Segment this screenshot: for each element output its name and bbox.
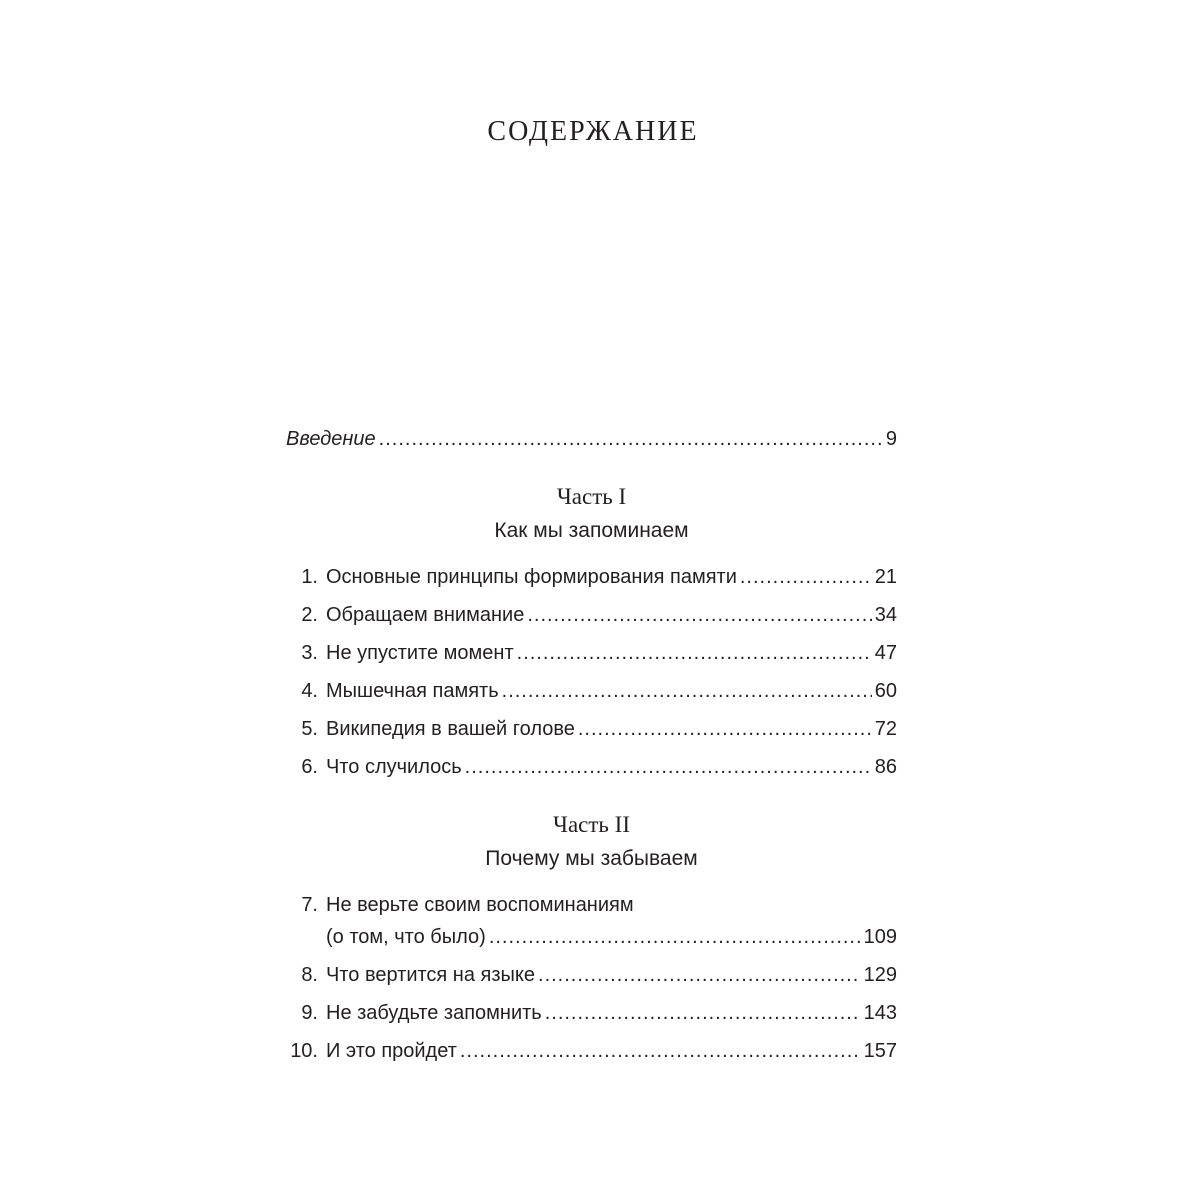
toc-page-number: 157 (863, 1040, 897, 1062)
toc-entry-title: Что вертится на языке (326, 964, 536, 986)
chapter-number: 8. (301, 964, 318, 986)
toc-entry[interactable] (286, 676, 897, 706)
toc-entry-title: Не упустите момент (326, 642, 514, 664)
toc-page-number: 47 (874, 642, 897, 664)
chapter-number: 7. (301, 894, 318, 916)
toc-entry-continuation[interactable] (326, 922, 897, 952)
dot-leader (465, 752, 872, 782)
chapter-number: 1. (301, 566, 318, 588)
toc-entry[interactable] (286, 600, 897, 630)
toc-page-number: 9 (885, 428, 897, 450)
toc-page-number: 129 (863, 964, 897, 986)
toc-entry[interactable] (286, 562, 897, 592)
page-title: СОДЕРЖАНИЕ (487, 116, 699, 147)
toc-entry-title: Не верьте своим воспоминаниям (326, 894, 634, 916)
toc-entry[interactable] (286, 998, 897, 1028)
dot-leader (527, 600, 871, 630)
chapter-number: 2. (301, 604, 318, 626)
toc-page-number: 34 (874, 604, 897, 626)
toc-entry[interactable] (286, 752, 897, 782)
toc-page-number: 21 (874, 566, 897, 588)
toc-entry[interactable] (286, 638, 897, 668)
toc-entry-title: Не забудьте запомнить (326, 1002, 542, 1024)
toc-entry-title: Мышечная память (326, 680, 499, 702)
toc-entry-title-continued: (о том, что было) (326, 926, 486, 948)
chapter-number: 6. (301, 756, 318, 778)
part-heading: Часть II (553, 812, 630, 837)
dot-leader (517, 638, 872, 668)
toc-entry-title: Обращаем внимание (326, 604, 525, 626)
toc-entry-title: Основные принципы формирования памяти (326, 566, 737, 588)
chapter-number: 4. (301, 680, 318, 702)
toc-page-number: 86 (874, 756, 897, 778)
dot-leader (489, 922, 861, 952)
dot-leader (578, 714, 872, 744)
toc-page-number: 109 (863, 926, 897, 948)
toc-entry-title: Что случилось (326, 756, 462, 778)
toc-page-number: 72 (874, 718, 897, 740)
toc-entry[interactable] (286, 1036, 897, 1066)
toc-page-number: 143 (863, 1002, 897, 1024)
dot-leader (538, 960, 861, 990)
chapter-number: 5. (301, 718, 318, 740)
part-subtitle: Почему мы забываем (485, 847, 698, 870)
dot-leader (740, 562, 872, 592)
toc-entry[interactable] (286, 960, 897, 990)
dot-leader (460, 1036, 861, 1066)
toc-entry-title: И это пройдет (326, 1040, 457, 1062)
dot-leader (502, 676, 872, 706)
toc-entry-title: Введение (286, 428, 376, 450)
part-heading: Часть I (556, 484, 627, 509)
dot-leader (545, 998, 861, 1028)
toc-page-number: 60 (874, 680, 897, 702)
toc-entry-first-line[interactable] (286, 890, 897, 920)
chapter-number: 10. (290, 1040, 318, 1062)
toc-entry-title: Википедия в вашей голове (326, 718, 575, 740)
chapter-number: 9. (301, 1002, 318, 1024)
dot-leader (379, 424, 883, 454)
toc-entry[interactable] (286, 714, 897, 744)
toc-entry-intro[interactable] (286, 424, 897, 454)
part-subtitle: Как мы запоминаем (494, 519, 689, 542)
chapter-number: 3. (301, 642, 318, 664)
